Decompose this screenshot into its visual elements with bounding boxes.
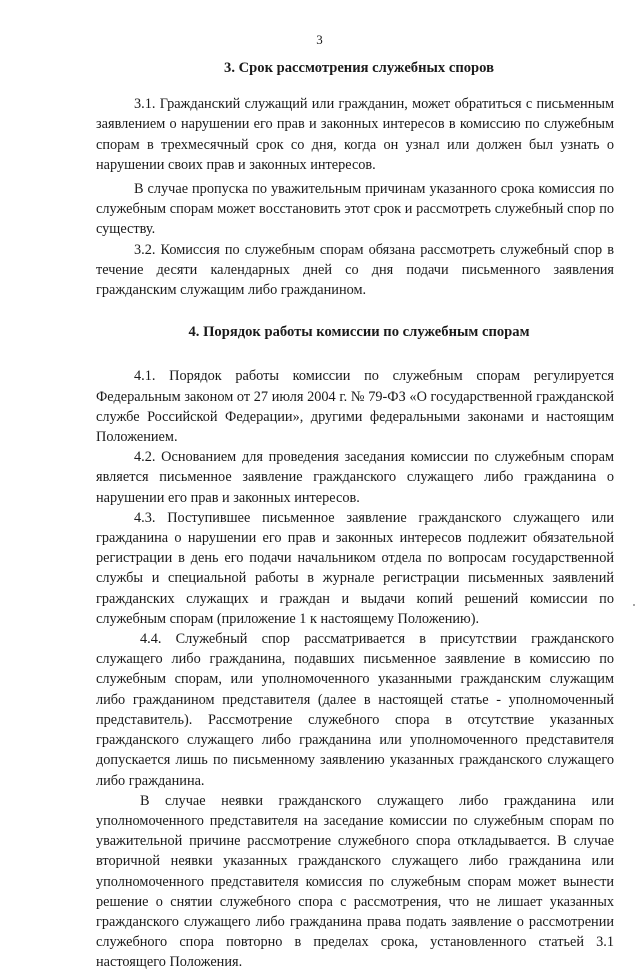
paragraph-3-1-continued: В случае пропуска по уважительным причинам указанного срока комиссия по служебным спорам может восстановить этот срок и рассмотреть служебный спор по существу. xyxy=(96,181,614,238)
section-3-heading: 3. Срок рассмотрения служебных споров xyxy=(224,60,494,76)
paragraph-4-2: 4.2. Основанием для проведения заседания комиссии по служебным спорам является письменное заявление гражданского служащего либо гражданина о нарушении его прав и законных интересов. xyxy=(96,449,614,506)
paragraph-4-3: 4.3. Поступившее письменное заявление гражданского служащего или гражданина о нарушении его прав и законных интересов подлежит обязательной регистрации в день его подачи начальником отдела по вопросам государственной службы и специальной работы в журнале регистрации письменных заявлений гражданских служащих и граждан и выдачи копий решений комиссии по служебным спорам (приложение 1 к настоящему Положению). xyxy=(96,509,614,627)
paragraph-3-2: 3.2. Комиссия по служебным спорам обязана рассмотреть служебный спор в течение десяти календарных дней со дня подачи письменного заявления гражданским служащим либо гражданином. xyxy=(96,241,614,299)
paragraph-4-4-continued: В случае неявки гражданского служащего либо гражданина или уполномоченного представителя на заседание комиссии по служебным спорам по уважительной причине рассмотрение служебного спора откладывается. В случае вторичной неявки указанных гражданского служащего либо гражданина или уполномоченного представителя комиссия по служебным спорам может вынести решение о снятии служебного спора с рассмотрения, что не лишает указанных гражданского служащего либо гражданина права подать заявление о рассмотрении служебного спора повторно в пределах срока, установленного статьей 3.1 настоящего Положения. xyxy=(96,792,614,971)
paragraph-4-4: 4.4. Служебный спор рассматривается в присутствии гражданского служащего либо гражданина, подавших письменное заявление в комиссию по служебным спорам, или уполномоченного указанными гражданским служащим либо гражданином представителя (далее в настоящей статье - уполномоченный представитель). Рассмотрение служебного спора в отсутствие указанных гражданского служащего либо гражданина или уполномоченного представителя допускается лишь по письменному заявлению указанных гражданского служащего либо гражданина. xyxy=(96,631,614,789)
paragraph-3-1: 3.1. Гражданский служащий или гражданин, может обратиться с письменным заявлением о нарушении его прав и законных интересов в комиссию по служебным спорам в трехмесячный срок со дня, когда он узнал или должен был узнать о нарушении своих прав и законных интересов. xyxy=(96,96,614,173)
scan-speck xyxy=(633,604,635,606)
paragraph-4-1: 4.1. Порядок работы комиссии по служебным спорам регулируется Федеральным законом от 27 июля 2004 г. № 79-ФЗ «О государственной гражданской службе Российской Федерации», другими федеральными законами и настоящим Положением. xyxy=(96,368,614,446)
page-number: 3 xyxy=(316,32,323,47)
section-4-heading: 4. Порядок работы комиссии по служебным спорам xyxy=(188,324,530,341)
document-body xyxy=(96,58,614,973)
